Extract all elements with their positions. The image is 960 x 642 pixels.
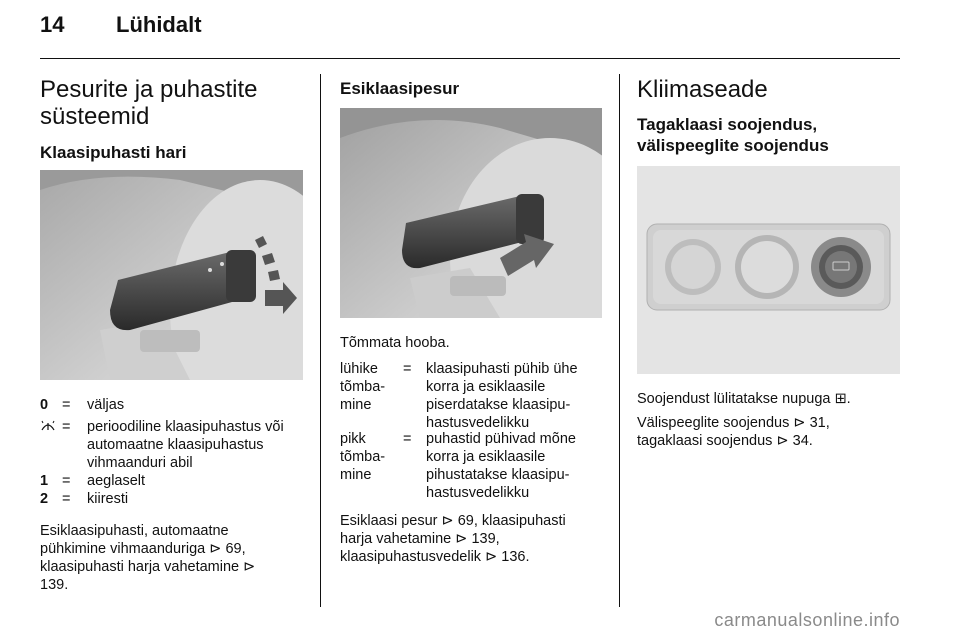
table-equals: = <box>403 361 412 377</box>
page-number: 14 <box>40 12 65 37</box>
table-description: klaasipuhasti pühib ühe korra ja esiklaasile piserdatakse klaasipu-hastusvedelikku <box>426 361 578 431</box>
washer-lever-photo <box>340 108 602 318</box>
legend-description: aeglaselt <box>87 473 146 489</box>
washer-instruction: Tõmmata hooba. <box>340 335 450 351</box>
subsection-heading: Tagaklaasi soojendus, välispeeglite soojendus <box>637 115 829 155</box>
wiper-lever-photo <box>40 170 303 380</box>
heating-references: Välispeeglite soojendus ⊳ 31, tagaklaasi soojendus ⊳ 34. <box>637 415 830 449</box>
intermittent-wipe-icon <box>40 418 56 437</box>
column-divider-1 <box>320 74 321 607</box>
legend-key: 1 <box>40 473 49 489</box>
washer-table <box>340 360 615 500</box>
wiper-paragraph: Esiklaasipuhasti, automaatne pühkimine vihmaanduriga ⊳ 69, klaasipuhasti harja vahetamine ⊳ 139. <box>40 523 256 593</box>
legend-equals: = <box>62 397 71 413</box>
legend-equals: = <box>62 473 71 489</box>
section-heading: Kliimaseade <box>637 76 768 103</box>
section-heading: Pesurite ja puhastite süsteemid <box>40 76 258 130</box>
legend-equals: = <box>62 491 71 507</box>
legend-key: 0 <box>40 397 49 413</box>
wiper-legend <box>40 396 315 506</box>
header-divider <box>40 58 900 59</box>
column-divider-2 <box>619 74 620 607</box>
legend-description: kiiresti <box>87 491 129 507</box>
legend-equals: = <box>62 419 71 435</box>
table-equals: = <box>403 431 412 447</box>
legend-key: 2 <box>40 491 49 507</box>
climate-panel-photo <box>637 166 900 374</box>
table-description: puhastid pühivad mõne korra ja esiklaasile pihustatakse klaasipu-hastusvedelikku <box>426 431 576 501</box>
column-1 <box>40 76 310 163</box>
legend-description: perioodiline klaasipuhastus või automaatne klaasipuhastus vihmaanduri abil <box>87 419 284 471</box>
washer-paragraph: Esiklaasi pesur ⊳ 69, klaasipuhasti harja vahetamine ⊳ 139, klaasipuhastusvedelik ⊳ 136. <box>340 513 566 565</box>
watermark: carmanualsonline.info <box>714 610 900 630</box>
section-heading: Esiklaasipesur <box>340 79 460 98</box>
section-title: Lühidalt <box>116 12 202 37</box>
table-term: pikk tõmba-mine <box>340 431 386 483</box>
heating-paragraph: Soojendust lülitatakse nupuga ⊞. <box>637 391 851 407</box>
legend-description: väljas <box>87 397 125 413</box>
subsection-heading: Klaasipuhasti hari <box>40 143 187 162</box>
table-term: lühike tõmba-mine <box>340 361 386 413</box>
